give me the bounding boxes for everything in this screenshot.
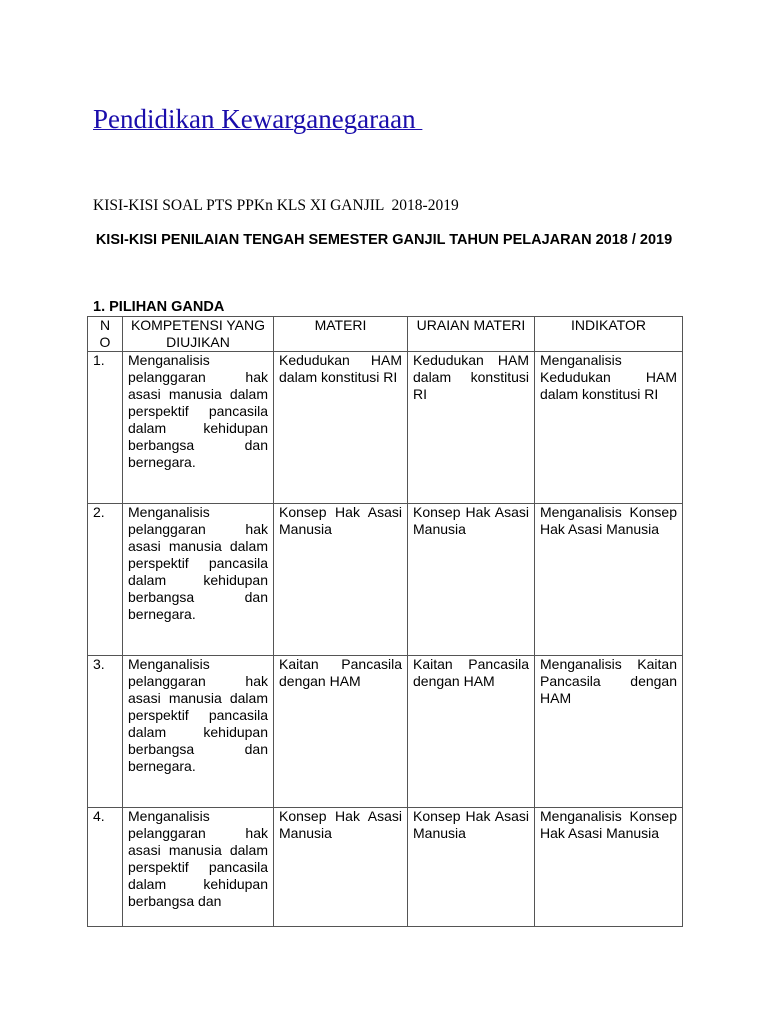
header-indikator: INDIKATOR (535, 317, 683, 352)
cell-materi: Kaitan Pancasila dengan HAM (274, 656, 408, 808)
table-header-row (88, 317, 683, 352)
section-label: 1. PILIHAN GANDA (93, 299, 225, 315)
header-materi: MATERI (274, 317, 408, 352)
cell-uraian: Kaitan Pancasila dengan HAM (408, 656, 535, 808)
cell-no: 4. (88, 808, 123, 927)
cell-kompetensi: Menganalisis pelanggaran hak asasi manusia dalam perspektif pancasila dalam kehidupan berbangsa dan bernegara. (123, 504, 274, 656)
cell-kompetensi: Menganalisis pelanggaran hak asasi manusia dalam perspektif pancasila dalam kehidupan berbangsa dan bernegara. (123, 352, 274, 504)
cell-materi: Kedudukan HAM dalam konstitusi RI (274, 352, 408, 504)
cell-indikator: Menganalisis Kaitan Pancasila dengan HAM (535, 656, 683, 808)
cell-materi: Konsep Hak Asasi Manusia (274, 504, 408, 656)
document-title-link[interactable]: Pendidikan Kewarganegaraan (93, 104, 423, 134)
cell-kompetensi: Menganalisis pelanggaran hak asasi manusia dalam perspektif pancasila dalam kehidupan berbangsa dan bernegara. (123, 656, 274, 808)
cell-kompetensi: Menganalisis pelanggaran hak asasi manusia dalam perspektif pancasila dalam kehidupan berbangsa dan (123, 808, 274, 927)
cell-no: 2. (88, 504, 123, 656)
assessment-heading: KISI-KISI PENILAIAN TENGAH SEMESTER GANJIL TAHUN PELAJARAN 2018 / 2019 (95, 232, 673, 248)
cell-uraian: Kedudukan HAM dalam konstitusi RI (408, 352, 535, 504)
cell-indikator: Menganalisis Kedudukan HAM dalam konstitusi RI (535, 352, 683, 504)
table-row (88, 808, 683, 927)
cell-indikator: Menganalisis Konsep Hak Asasi Manusia (535, 808, 683, 927)
table-row (88, 504, 683, 656)
header-no: N O (88, 317, 123, 352)
table-row (88, 656, 683, 808)
table-row (88, 352, 683, 504)
cell-indikator: Menganalisis Konsep Hak Asasi Manusia (535, 504, 683, 656)
cell-uraian: Konsep Hak Asasi Manusia (408, 504, 535, 656)
header-kompetensi: KOMPETENSI YANG DIUJIKAN (123, 317, 274, 352)
cell-uraian: Konsep Hak Asasi Manusia (408, 808, 535, 927)
cell-materi: Konsep Hak Asasi Manusia (274, 808, 408, 927)
cell-no: 3. (88, 656, 123, 808)
document-subtitle: KISI-KISI SOAL PTS PPKn KLS XI GANJIL 2018-2019 (93, 197, 459, 214)
cell-no: 1. (88, 352, 123, 504)
kisi-kisi-table (87, 316, 683, 927)
header-uraian: URAIAN MATERI (408, 317, 535, 352)
